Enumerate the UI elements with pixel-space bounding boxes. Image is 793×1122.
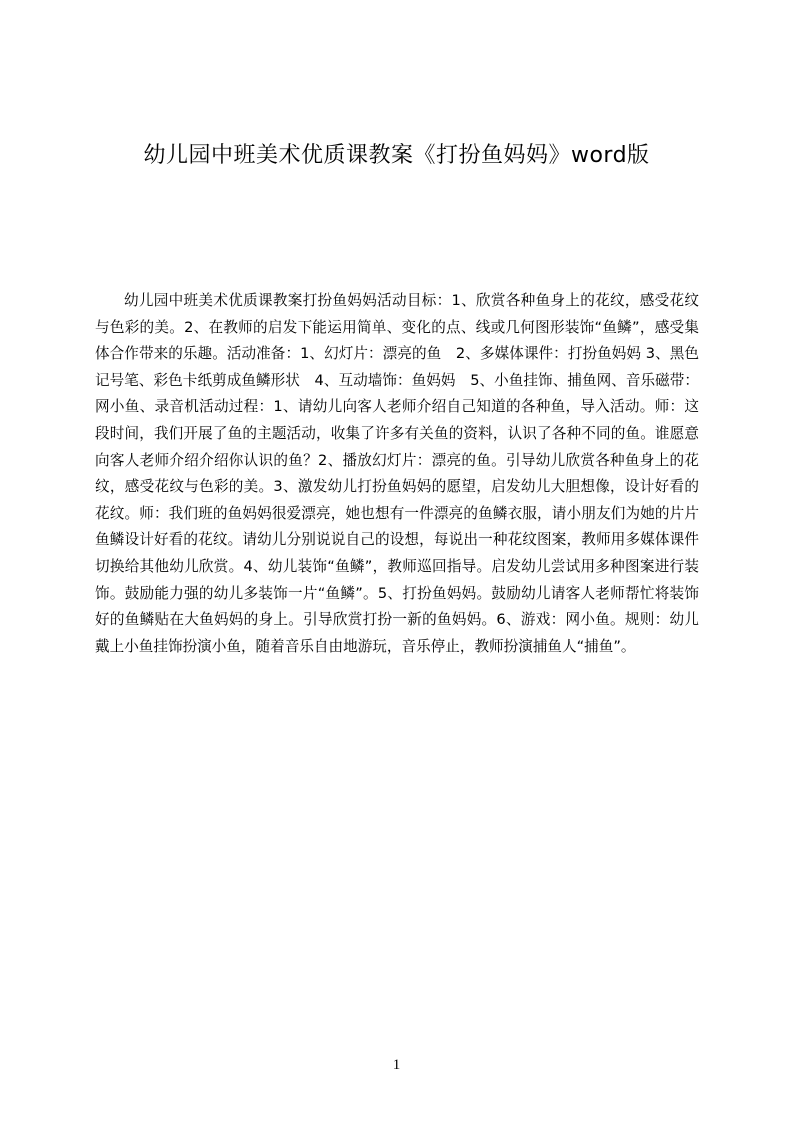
document-body-text: 幼儿园中班美术优质课教案打扮鱼妈妈活动目标：1、欣赏各种鱼身上的花纹，感受花纹与色彩的美。2、在教师的启发下能运用简单、变化的点、线或几何图形装饰“鱼鳞”，感受集体合作带来的乐趣。活动准备：1、幻灯片：漂亮的鱼 2、多媒体课件：打扮鱼妈妈 3、黑色记号笔、彩色卡纸剪成鱼鳞形状 4、互动墙饰：鱼妈妈 5、小鱼挂饰、捕鱼网、音乐磁带：网小鱼、录音机活动过程：1、请幼儿向客人老师介绍自己知道的各种鱼，导入活动。师：这段时间，我们开展了鱼的主题活动，收集了许多有关鱼的资料，认识了各种不同的鱼。谁愿意向客人老师介绍介绍你认识的鱼？2、播放幻灯片：漂亮的鱼。引导幼儿欣赏各种鱼身上的花纹，感受花纹与色彩的美。3、激发幼儿打扮鱼妈妈的愿望，启发幼儿大胆想像，设计好看的花纹。师：我们班的鱼妈妈很爱漂亮，她也想有一件漂亮的鱼鳞衣服，请小朋友们为她的片片鱼鳞设计好看的花纹。请幼儿分别说说自己的设想，每说出一种花纹图案，教师用多媒体课件切换给其他幼儿欣赏。4、幼儿装饰“鱼鳞”，教师巡回指导。启发幼儿尝试用多种图案进行装饰。鼓励能力强的幼儿多装饰一片“鱼鳞”。5、打扮鱼妈妈。鼓励幼儿请客人老师帮忙将装饰好的鱼鳞贴在大鱼妈妈的身上。引导欣赏打扮一新的鱼妈妈。6、游戏：网小鱼。规则：幼儿戴上小鱼挂饰扮演小鱼，随着音乐自由地游玩，音乐停止，教师扮演捕鱼人“捕鱼”。 <box>95 292 699 655</box>
document-title: 幼儿园中班美术优质课教案《打扮鱼妈妈》word版 <box>143 143 650 168</box>
page-number: 1 <box>392 1057 401 1073</box>
